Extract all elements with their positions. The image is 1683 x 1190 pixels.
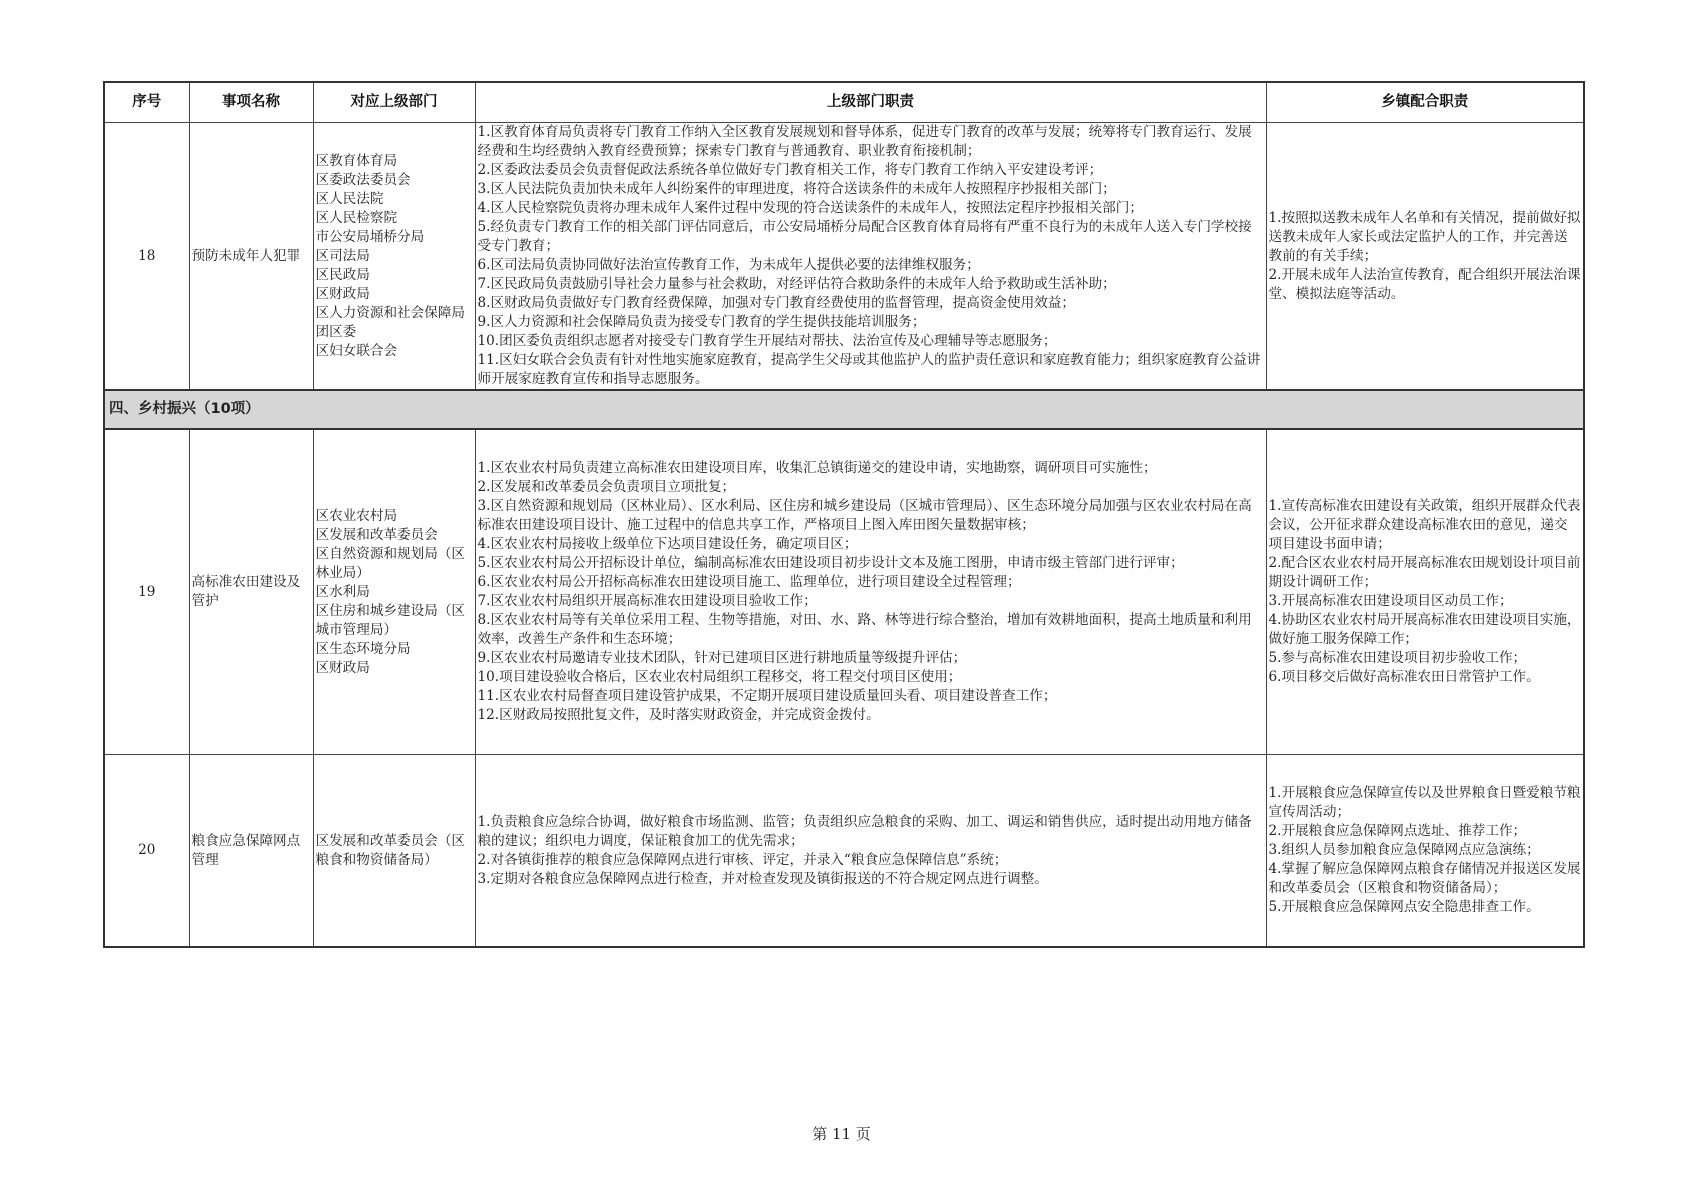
list-line: 2.开展粮食应急保障网点选址、推荐工作；	[1268, 823, 1527, 839]
list-line: 11.区妇女联合会负责有针对性地实施家庭教育，提高学生父母或其他监护人的监护责任意识和家庭教育能力；组织家庭教育公益讲师开展家庭教育宣传和指导志愿服务。	[477, 352, 1261, 387]
list-line: 8.区财政局负责做好专门教育经费保障，加强对专门教育经费使用的监督管理，提高资金使用效益；	[477, 295, 1075, 311]
list-line: 11.区农业农村局督查项目建设管护成果，不定期开展项目建设质量回头看、项目建设普查工作；	[477, 688, 1057, 704]
list-line: 9.区农业农村局邀请专业技术团队，针对已建项目区进行耕地质量等级提升评估；	[477, 650, 967, 666]
row-town-duties	[1266, 429, 1584, 755]
table-row	[104, 429, 1584, 755]
list-line: 1.区教育体育局负责将专门教育工作纳入全区教育发展规划和督导体系，促进专门教育的改革与发展；统筹将专门教育运行、发展经费和生均经费纳入教育经费预算；探索专门教育与普通教育、职业教育衔接机制；	[477, 124, 1252, 159]
list-line: 5.经负责专门教育工作的相关部门评估同意后，市公安局埇桥分局配合区教育体育局将有严重不良行为的未成年人送入专门学校接受专门教育；	[477, 219, 1252, 254]
list-line: 3.区人民法院负责加快未成年人纠纷案件的审理进度，将符合送读条件的未成年人按照程序抄报相关部门；	[477, 181, 1116, 197]
header-superior-duties: 上级部门职责	[475, 82, 1266, 123]
list-line: 区妇女联合会	[315, 342, 398, 359]
list-line: 2.区委政法委员会负责督促政法系统各单位做好专门教育相关工作，将专门教育工作纳入平安建设考评；	[477, 162, 1103, 178]
row-depts	[313, 429, 475, 755]
row-item-name: 粮食应急保障网点管理	[189, 755, 313, 948]
row-town-duties	[1266, 755, 1584, 948]
list-line: 区人民法院	[315, 190, 384, 207]
row-item-name: 预防未成年人犯罪	[189, 123, 313, 391]
list-line: 12.区财政局按照批复文件，及时落实财政资金，并完成资金拨付。	[477, 707, 880, 723]
list-line: 区生态环境分局	[315, 640, 411, 657]
list-line: 3.区自然资源和规划局（区林业局）、区水利局、区住房和城乡建设局（区城市管理局）、区生态环境分局加强与区农业农村局在高标准农田建设项目设计、施工过程中的信息共享工作，严格项目上图入库田图矢量数据审核；	[477, 498, 1252, 533]
list-line: 4.协助区农业农村局开展高标准农田建设项目实施，做好施工服务保障工作；	[1268, 612, 1581, 647]
header-superior-dept: 对应上级部门	[313, 82, 475, 123]
list-line: 2.对各镇街推荐的粮食应急保障网点进行审核、评定，并录入“粮食应急保障信息”系统；	[477, 851, 1008, 868]
section-row	[104, 390, 1584, 429]
list-line: 1.按照拟送教未成年人名单和有关情况，提前做好拟送教未成年人家长或法定监护人的工作，并完善送教前的有关手续；	[1268, 209, 1581, 264]
list-line: 区委政法委员会	[315, 171, 411, 188]
list-line: 区人民检察院	[315, 209, 398, 226]
list-line: 6.区农业农村局公开招标高标准农田建设项目施工、监理单位，进行项目建设全过程管理；	[477, 574, 1021, 590]
row-item-name: 高标准农田建设及管护	[189, 429, 313, 755]
page-number: 第 11 页	[812, 1125, 871, 1143]
list-line: 2.区发展和改革委员会负责项目立项批复；	[477, 479, 736, 495]
list-line: 区财政局	[315, 659, 370, 676]
list-line: 10.团区委负责组织志愿者对接受专门教育学生开展结对帮扶、法治宣传及心理辅导等志愿服务；	[477, 333, 1057, 349]
list-line: 区水利局	[315, 583, 370, 600]
list-line: 市公安局埇桥分局	[315, 228, 425, 245]
list-line: 区教育体育局	[315, 152, 398, 169]
row-duties	[475, 755, 1266, 948]
row-duties	[475, 123, 1266, 391]
list-line: 区住房和城乡建设局（区城市管理局）	[315, 602, 466, 638]
list-line: 8.区农业农村局等有关单位采用工程、生物等措施，对田、水、路、林等进行综合整治，增加有效耕地面积，提高土地质量和利用效率，改善生产条件和生态环境；	[477, 612, 1252, 647]
list-line: 5.区农业农村局公开招标设计单位，编制高标准农田建设项目初步设计文本及施工图册，申请市级主管部门进行评审；	[477, 555, 1184, 571]
list-line: 区农业农村局	[315, 507, 398, 524]
list-line: 区发展和改革委员会	[315, 526, 438, 543]
list-line: 6.区司法局负责协同做好法治宣传教育工作，为未成年人提供必要的法律维权服务；	[477, 257, 980, 273]
list-line: 1.开展粮食应急保障宣传以及世界粮食日暨爱粮节粮宣传周活动；	[1268, 785, 1581, 820]
list-line: 1.负责粮食应急综合协调，做好粮食市场监测、监管；负责组织应急粮食的采购、加工、调运和销售供应，适时提出动用地方储备粮的建议；组织电力调度，保证粮食加工的优先需求；	[477, 813, 1252, 849]
table-row	[104, 123, 1584, 391]
list-line: 3.定期对各粮食应急保障网点进行检查，并对检查发现及镇街报送的不符合规定网点进行调整。	[477, 870, 1048, 887]
list-line: 区自然资源和规划局（区林业局）	[315, 545, 466, 581]
section-title: 四、乡村振兴（10项）	[104, 390, 1584, 429]
list-line: 7.区农业农村局组织开展高标准农田建设项目验收工作；	[477, 593, 817, 609]
list-line: 4.掌握了解应急保障网点粮食存储情况并报送区发展和改革委员会（区粮食和物资储备局）；	[1268, 861, 1581, 896]
list-line: 5.参与高标准农田建设项目初步验收工作；	[1268, 650, 1527, 666]
row-depts	[313, 755, 475, 948]
table-header-row	[104, 82, 1584, 123]
header-seq: 序号	[104, 82, 189, 123]
list-line: 区司法局	[315, 247, 370, 264]
table-body-before	[104, 123, 1584, 948]
table-row	[104, 755, 1584, 948]
row-seq: 18	[104, 123, 189, 391]
list-line: 3.开展高标准农田建设项目区动员工作；	[1268, 593, 1513, 609]
list-line: 区人力资源和社会保障局	[315, 304, 466, 321]
list-line: 2.配合区农业农村局开展高标准农田规划设计项目前期设计调研工作；	[1268, 555, 1581, 590]
row-seq: 19	[104, 429, 189, 755]
row-depts	[313, 123, 475, 391]
list-line: 1.宣传高标准农田建设有关政策，组织开展群众代表会议，公开征求群众建设高标准农田的意见，递交项目建设书面申请；	[1268, 498, 1581, 552]
list-line: 团区委	[315, 323, 357, 340]
row-town-duties	[1266, 123, 1584, 391]
list-line: 区发展和改革委员会（区粮食和物资储备局）	[315, 832, 466, 868]
row-seq: 20	[104, 755, 189, 948]
list-line: 6.项目移交后做好高标准农田日常管护工作。	[1268, 669, 1540, 685]
header-item-name: 事项名称	[189, 82, 313, 123]
list-line: 5.开展粮食应急保障网点安全隐患排查工作。	[1268, 899, 1540, 915]
list-line: 9.区人力资源和社会保障局负责为接受专门教育的学生提供技能培训服务；	[477, 314, 926, 330]
list-line: 区财政局	[315, 285, 370, 302]
list-line: 4.区人民检察院负责将办理未成年人案件过程中发现的符合送读条件的未成年人，按照法定程序抄报相关部门；	[477, 200, 1143, 216]
list-line: 4.区农业农村局接收上级单位下达项目建设任务，确定项目区；	[477, 536, 858, 552]
list-line: 区民政局	[315, 266, 370, 283]
responsibility-table	[103, 81, 1585, 948]
list-line: 3.组织人员参加粮食应急保障网点应急演练；	[1268, 842, 1540, 858]
list-line: 2.开展未成年人法治宣传教育，配合组织开展法治课堂、模拟法庭等活动。	[1268, 266, 1581, 302]
list-line: 7.区民政局负责鼓励引导社会力量参与社会救助，对经评估符合救助条件的未成年人给予救助或生活补助；	[477, 276, 1116, 292]
list-line: 10.项目建设验收合格后，区农业农村局组织工程移交，将工程交付项目区使用；	[477, 669, 962, 685]
row-duties	[475, 429, 1266, 755]
list-line: 1.区农业农村局负责建立高标准农田建设项目库，收集汇总镇街递交的建设申请，实地勘察，调研项目可实施性；	[477, 460, 1157, 476]
header-town-duties: 乡镇配合职责	[1266, 82, 1584, 123]
